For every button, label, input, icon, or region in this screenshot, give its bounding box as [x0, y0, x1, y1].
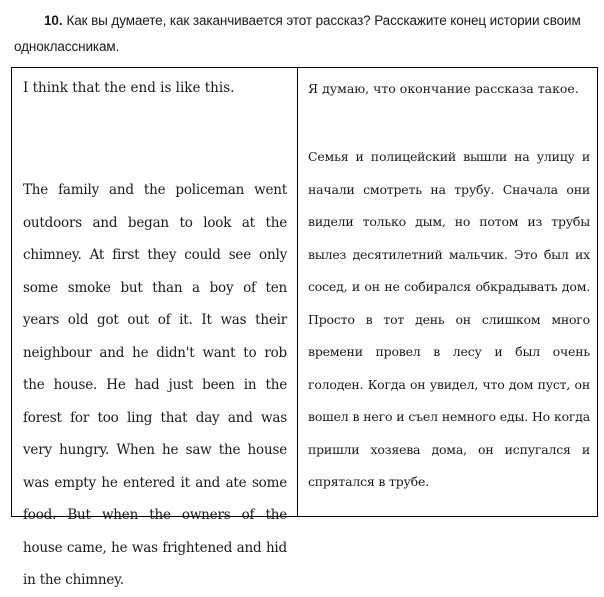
answer-table [11, 67, 598, 588]
english-story-ending: The family and the policeman went outdoors and began to look at the chimney. At first they could see only some smoke but than a boy of ten years old got out of it. It was their neighbour and he didn't want to rob the house. He had just been in the forest for too ling that day and was very hungry. When he saw the house was empty he entered it and ate some food. But when the owners of the house came, he was frightened and hid in the chimney. [23, 182, 287, 588]
russian-story-ending: Семья и полицейский вышли на улицу и начали смотреть на трубу. Сначала они видели только дым, но потом из трубы вылез десятилетний мальчик. Это был их сосед, и он не собирался обкрадывать дом. Просто в тот день он слишком много времени провел в лесу и был очень голоден. Когда он увидел, что дом пуст, он вошел в него и съел немного еды. Но когда пришли хозяева дома, он испугался и спрятался в трубе. [308, 149, 590, 489]
english-column [12, 68, 298, 588]
english-intro: I think that the end is like this. [23, 80, 235, 96]
russian-intro: Я думаю, что окончание рассказа такое. [308, 81, 579, 96]
task-number: 10. [44, 13, 63, 28]
russian-column [298, 68, 597, 516]
task-text: Как вы думаете, как заканчивается этот рассказ? Расскажите конец истории своим одноклассникам. [14, 13, 581, 54]
task-heading [14, 8, 598, 60]
